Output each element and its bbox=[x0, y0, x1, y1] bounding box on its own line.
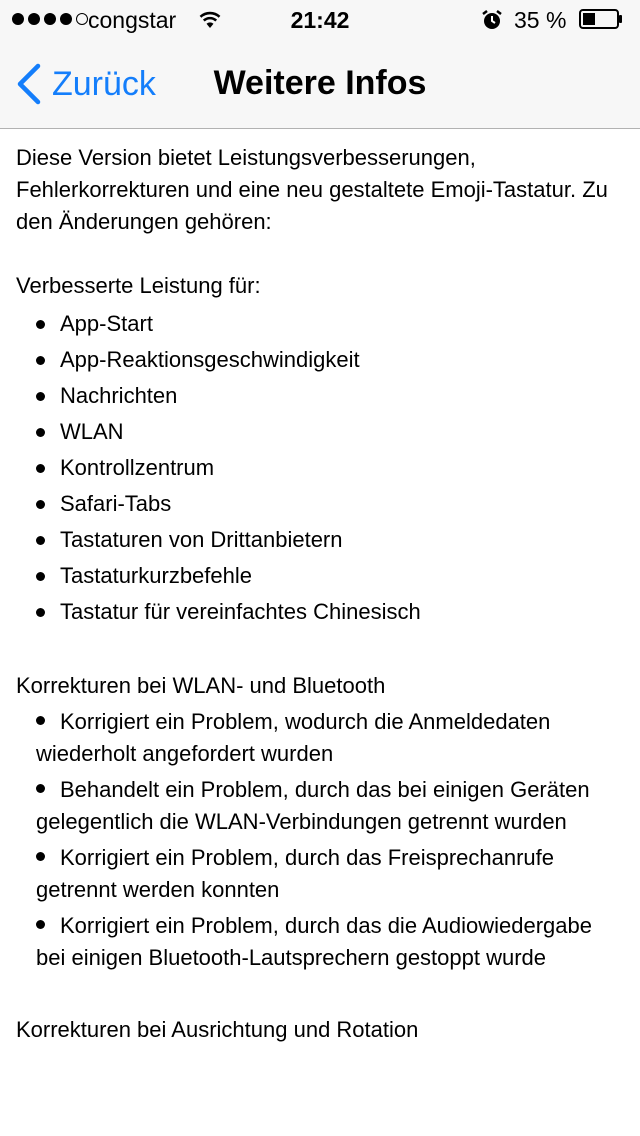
list-item-text: Korrigiert ein Problem, wodurch die Anmeldedaten wiederholt angefordert wurden bbox=[36, 709, 551, 766]
list-item-text: Korrigiert ein Problem, durch das Freisprechanrufe getrennt werden konnten bbox=[36, 845, 555, 902]
page-title: Weitere Infos bbox=[213, 64, 427, 102]
bullet-icon bbox=[36, 784, 45, 793]
navigation-bar bbox=[0, 40, 640, 129]
intro-text: Diese Version bietet Leistungsverbesserungen, Fehlerkorrekturen und eine neu gestaltete Emoji-Tastatur. Zu den Änderungen gehören: bbox=[16, 145, 608, 234]
alarm-clock-icon bbox=[481, 9, 503, 31]
list-item bbox=[16, 842, 624, 906]
section-title-performance: Verbesserte Leistung für: bbox=[16, 273, 261, 298]
bullet-icon bbox=[36, 716, 45, 725]
list-item: Tastaturkurzbefehle bbox=[16, 558, 624, 594]
list-item bbox=[16, 706, 624, 770]
bullet-icon bbox=[36, 920, 45, 929]
list-item: WLAN bbox=[16, 414, 624, 450]
clock: 21:42 bbox=[290, 7, 350, 33]
list-item: Tastatur für vereinfachtes Chinesisch bbox=[16, 594, 624, 630]
carrier-name: congstar bbox=[88, 7, 177, 33]
list-item-text: Behandelt ein Problem, durch das bei einigen Geräten gelegentlich die WLAN-Verbindungen getrennt wurden bbox=[36, 777, 590, 834]
list-item bbox=[16, 774, 624, 838]
list-item bbox=[16, 910, 624, 974]
section-title-orientation: Korrekturen bei Ausrichtung und Rotation bbox=[16, 1017, 419, 1042]
section-title-wlan-bluetooth: Korrekturen bei WLAN- und Bluetooth bbox=[16, 673, 386, 698]
release-notes bbox=[16, 142, 624, 1046]
bullet-icon bbox=[36, 852, 45, 861]
battery-percentage: 35 % bbox=[514, 7, 567, 33]
list-item: Nachrichten bbox=[16, 378, 624, 414]
list-item: App-Reaktionsgeschwindigkeit bbox=[16, 342, 624, 378]
performance-list bbox=[16, 306, 624, 630]
battery-icon bbox=[579, 9, 623, 29]
list-item-text: Korrigiert ein Problem, durch das die Audiowiedergabe bei einigen Bluetooth-Lautsprechern gestoppt wurde bbox=[36, 913, 592, 970]
wlan-bluetooth-list bbox=[16, 706, 624, 974]
list-item: Kontrollzentrum bbox=[16, 450, 624, 486]
list-item: Tastaturen von Drittanbietern bbox=[16, 522, 624, 558]
list-item: Safari-Tabs bbox=[16, 486, 624, 522]
list-item: App-Start bbox=[16, 306, 624, 342]
back-button-label: Zurück bbox=[52, 64, 156, 103]
status-bar bbox=[0, 0, 640, 40]
